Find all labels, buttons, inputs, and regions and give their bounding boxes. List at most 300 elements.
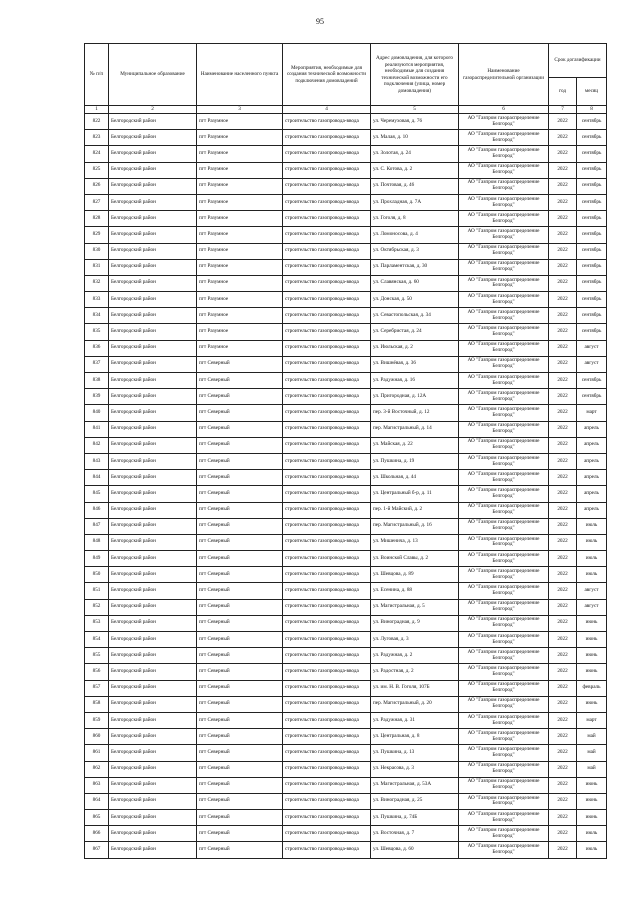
address-cell: ул. Пригородная, д. 12А bbox=[371, 389, 459, 405]
month-cell: июнь bbox=[577, 632, 607, 648]
address-cell: пер. Магистральный, д. 16 bbox=[371, 518, 459, 534]
table-row bbox=[85, 518, 607, 534]
municipality-cell: Белгородский район bbox=[109, 227, 197, 243]
municipality-cell: Белгородский район bbox=[109, 615, 197, 631]
month-cell: май bbox=[577, 729, 607, 745]
row-number-cell: 831 bbox=[85, 259, 109, 275]
table-row bbox=[85, 437, 607, 453]
organization-cell: АО "Газпром газораспределение Белгород" bbox=[459, 405, 549, 421]
row-number-cell: 838 bbox=[85, 373, 109, 389]
municipality-cell: Белгородский район bbox=[109, 470, 197, 486]
municipality-cell: Белгородский район bbox=[109, 259, 197, 275]
row-number-cell: 834 bbox=[85, 308, 109, 324]
month-cell: сентябрь bbox=[577, 389, 607, 405]
settlement-cell: пгт Разумное bbox=[197, 275, 283, 291]
address-cell: ул. Виноградная, д. 9 bbox=[371, 615, 459, 631]
month-cell: июнь bbox=[577, 777, 607, 793]
municipality-cell: Белгородский район bbox=[109, 793, 197, 809]
header-year: год bbox=[549, 78, 577, 106]
header-activity: Мероприятия, необходимые для создания технической возможности подключения домовладений bbox=[283, 44, 371, 106]
municipality-cell: Белгородский район bbox=[109, 761, 197, 777]
address-cell: ул. Радостная, д. 2 bbox=[371, 664, 459, 680]
settlement-cell: пгт Северный bbox=[197, 534, 283, 550]
organization-cell: АО "Газпром газораспределение Белгород" bbox=[459, 486, 549, 502]
row-number-cell: 846 bbox=[85, 502, 109, 518]
row-number-cell: 836 bbox=[85, 340, 109, 356]
row-number-cell: 826 bbox=[85, 178, 109, 194]
month-cell: сентябрь bbox=[577, 194, 607, 210]
settlement-cell: пгт Разумное bbox=[197, 162, 283, 178]
municipality-cell: Белгородский район bbox=[109, 356, 197, 372]
table-row bbox=[85, 583, 607, 599]
activity-cell: строительство газопровода-ввода bbox=[283, 421, 371, 437]
year-cell: 2022 bbox=[549, 502, 577, 518]
activity-cell: строительство газопровода-ввода bbox=[283, 114, 371, 130]
month-cell: сентябрь bbox=[577, 292, 607, 308]
table-row bbox=[85, 405, 607, 421]
header-num: № п/п bbox=[85, 44, 109, 106]
municipality-cell: Белгородский район bbox=[109, 696, 197, 712]
municipality-cell: Белгородский район bbox=[109, 810, 197, 826]
table-row bbox=[85, 146, 607, 162]
municipality-cell: Белгородский район bbox=[109, 437, 197, 453]
municipality-cell: Белгородский район bbox=[109, 114, 197, 130]
address-cell: пер. Магистральный, д. 20 bbox=[371, 696, 459, 712]
settlement-cell: пгт Разумное bbox=[197, 211, 283, 227]
year-cell: 2022 bbox=[549, 243, 577, 259]
year-cell: 2022 bbox=[549, 664, 577, 680]
column-number: 3 bbox=[197, 106, 283, 114]
organization-cell: АО "Газпром газораспределение Белгород" bbox=[459, 712, 549, 728]
activity-cell: строительство газопровода-ввода bbox=[283, 729, 371, 745]
row-number-cell: 855 bbox=[85, 648, 109, 664]
year-cell: 2022 bbox=[549, 777, 577, 793]
settlement-cell: пгт Северный bbox=[197, 810, 283, 826]
address-cell: ул. Донская, д. 50 bbox=[371, 292, 459, 308]
address-cell: пер. 1-й Майский, д. 2 bbox=[371, 502, 459, 518]
municipality-cell: Белгородский район bbox=[109, 146, 197, 162]
month-cell: сентябрь bbox=[577, 146, 607, 162]
settlement-cell: пгт Северный bbox=[197, 826, 283, 842]
month-cell: сентябрь bbox=[577, 114, 607, 130]
organization-cell: АО "Газпром газораспределение Белгород" bbox=[459, 810, 549, 826]
table-row bbox=[85, 227, 607, 243]
activity-cell: строительство газопровода-ввода bbox=[283, 712, 371, 728]
settlement-cell: пгт Северный bbox=[197, 745, 283, 761]
year-cell: 2022 bbox=[549, 567, 577, 583]
municipality-cell: Белгородский район bbox=[109, 842, 197, 858]
settlement-cell: пгт Разумное bbox=[197, 340, 283, 356]
municipality-cell: Белгородский район bbox=[109, 486, 197, 502]
settlement-cell: пгт Северный bbox=[197, 696, 283, 712]
municipality-cell: Белгородский район bbox=[109, 502, 197, 518]
organization-cell: АО "Газпром газораспределение Белгород" bbox=[459, 292, 549, 308]
organization-cell: АО "Газпром газораспределение Белгород" bbox=[459, 437, 549, 453]
year-cell: 2022 bbox=[549, 178, 577, 194]
month-cell: июль bbox=[577, 534, 607, 550]
month-cell: июнь bbox=[577, 696, 607, 712]
month-cell: июль bbox=[577, 842, 607, 858]
municipality-cell: Белгородский район bbox=[109, 777, 197, 793]
table-row bbox=[85, 648, 607, 664]
activity-cell: строительство газопровода-ввода bbox=[283, 745, 371, 761]
year-cell: 2022 bbox=[549, 194, 577, 210]
organization-cell: АО "Газпром газораспределение Белгород" bbox=[459, 243, 549, 259]
settlement-cell: пгт Северный bbox=[197, 389, 283, 405]
address-cell: ул. Славянская, д. 60 bbox=[371, 275, 459, 291]
month-cell: июнь bbox=[577, 648, 607, 664]
activity-cell: строительство газопровода-ввода bbox=[283, 810, 371, 826]
year-cell: 2022 bbox=[549, 211, 577, 227]
row-number-cell: 864 bbox=[85, 793, 109, 809]
row-number-cell: 835 bbox=[85, 324, 109, 340]
table-row bbox=[85, 178, 607, 194]
activity-cell: строительство газопровода-ввода bbox=[283, 340, 371, 356]
settlement-cell: пгт Северный bbox=[197, 502, 283, 518]
month-cell: август bbox=[577, 583, 607, 599]
month-cell: апрель bbox=[577, 453, 607, 469]
activity-cell: строительство газопровода-ввода bbox=[283, 534, 371, 550]
settlement-cell: пгт Разумное bbox=[197, 324, 283, 340]
activity-cell: строительство газопровода-ввода bbox=[283, 486, 371, 502]
municipality-cell: Белгородский район bbox=[109, 826, 197, 842]
settlement-cell: пгт Северный bbox=[197, 470, 283, 486]
header-settlement: Наименование населенного пункта bbox=[197, 44, 283, 106]
settlement-cell: пгт Северный bbox=[197, 437, 283, 453]
settlement-cell: пгт Разумное bbox=[197, 227, 283, 243]
organization-cell: АО "Газпром газораспределение Белгород" bbox=[459, 308, 549, 324]
organization-cell: АО "Газпром газораспределение Белгород" bbox=[459, 324, 549, 340]
settlement-cell: пгт Разумное bbox=[197, 292, 283, 308]
table-row bbox=[85, 275, 607, 291]
municipality-cell: Белгородский район bbox=[109, 373, 197, 389]
row-number-cell: 853 bbox=[85, 615, 109, 631]
activity-cell: строительство газопровода-ввода bbox=[283, 259, 371, 275]
activity-cell: строительство газопровода-ввода bbox=[283, 437, 371, 453]
municipality-cell: Белгородский район bbox=[109, 178, 197, 194]
year-cell: 2022 bbox=[549, 227, 577, 243]
row-number-cell: 840 bbox=[85, 405, 109, 421]
organization-cell: АО "Газпром газораспределение Белгород" bbox=[459, 842, 549, 858]
year-cell: 2022 bbox=[549, 114, 577, 130]
activity-cell: строительство газопровода-ввода bbox=[283, 502, 371, 518]
settlement-cell: пгт Северный bbox=[197, 486, 283, 502]
year-cell: 2022 bbox=[549, 421, 577, 437]
table-row bbox=[85, 534, 607, 550]
municipality-cell: Белгородский район bbox=[109, 292, 197, 308]
table-row bbox=[85, 712, 607, 728]
settlement-cell: пгт Северный bbox=[197, 712, 283, 728]
organization-cell: АО "Газпром газораспределение Белгород" bbox=[459, 761, 549, 777]
organization-cell: АО "Газпром газораспределение Белгород" bbox=[459, 275, 549, 291]
municipality-cell: Белгородский район bbox=[109, 599, 197, 615]
organization-cell: АО "Газпром газораспределение Белгород" bbox=[459, 599, 549, 615]
settlement-cell: пгт Разумное bbox=[197, 243, 283, 259]
activity-cell: строительство газопровода-ввода bbox=[283, 373, 371, 389]
row-number-cell: 861 bbox=[85, 745, 109, 761]
year-cell: 2022 bbox=[549, 308, 577, 324]
settlement-cell: пгт Северный bbox=[197, 664, 283, 680]
municipality-cell: Белгородский район bbox=[109, 567, 197, 583]
month-cell: апрель bbox=[577, 421, 607, 437]
month-cell: апрель bbox=[577, 502, 607, 518]
month-cell: март bbox=[577, 405, 607, 421]
municipality-cell: Белгородский район bbox=[109, 421, 197, 437]
column-number: 4 bbox=[283, 106, 371, 114]
address-cell: ул. Пушкина, д. 74Б bbox=[371, 810, 459, 826]
month-cell: сентябрь bbox=[577, 211, 607, 227]
row-number-cell: 833 bbox=[85, 292, 109, 308]
row-number-cell: 851 bbox=[85, 583, 109, 599]
month-cell: апрель bbox=[577, 486, 607, 502]
row-number-cell: 858 bbox=[85, 696, 109, 712]
address-cell: ул. Октябрьская, д. 3 bbox=[371, 243, 459, 259]
settlement-cell: пгт Северный bbox=[197, 518, 283, 534]
table-row bbox=[85, 340, 607, 356]
table-row bbox=[85, 777, 607, 793]
table-row bbox=[85, 842, 607, 858]
year-cell: 2022 bbox=[549, 389, 577, 405]
year-cell: 2022 bbox=[549, 130, 577, 146]
settlement-cell: пгт Северный bbox=[197, 615, 283, 631]
row-number-cell: 865 bbox=[85, 810, 109, 826]
activity-cell: строительство газопровода-ввода bbox=[283, 583, 371, 599]
address-cell: ул. Пушкина, д. 19 bbox=[371, 453, 459, 469]
year-cell: 2022 bbox=[549, 583, 577, 599]
address-cell: ул. Шевцова, д. 89 bbox=[371, 567, 459, 583]
header-municipality: Муниципальное образование bbox=[109, 44, 197, 106]
activity-cell: строительство газопровода-ввода bbox=[283, 664, 371, 680]
column-number: 8 bbox=[577, 106, 607, 114]
month-cell: июнь bbox=[577, 664, 607, 680]
municipality-cell: Белгородский район bbox=[109, 194, 197, 210]
organization-cell: АО "Газпром газораспределение Белгород" bbox=[459, 632, 549, 648]
year-cell: 2022 bbox=[549, 275, 577, 291]
organization-cell: АО "Газпром газораспределение Белгород" bbox=[459, 114, 549, 130]
organization-cell: АО "Газпром газораспределение Белгород" bbox=[459, 583, 549, 599]
organization-cell: АО "Газпром газораспределение Белгород" bbox=[459, 356, 549, 372]
table-row bbox=[85, 551, 607, 567]
activity-cell: строительство газопровода-ввода bbox=[283, 632, 371, 648]
activity-cell: строительство газопровода-ввода bbox=[283, 146, 371, 162]
activity-cell: строительство газопровода-ввода bbox=[283, 567, 371, 583]
activity-cell: строительство газопровода-ввода bbox=[283, 227, 371, 243]
organization-cell: АО "Газпром газораспределение Белгород" bbox=[459, 664, 549, 680]
row-number-cell: 827 bbox=[85, 194, 109, 210]
address-cell: ул. Есенина, д. 88 bbox=[371, 583, 459, 599]
settlement-cell: пгт Северный bbox=[197, 793, 283, 809]
year-cell: 2022 bbox=[549, 551, 577, 567]
year-cell: 2022 bbox=[549, 373, 577, 389]
row-number-cell: 839 bbox=[85, 389, 109, 405]
organization-cell: АО "Газпром газораспределение Белгород" bbox=[459, 389, 549, 405]
month-cell: сентябрь bbox=[577, 227, 607, 243]
month-cell: июль bbox=[577, 518, 607, 534]
organization-cell: АО "Газпром газораспределение Белгород" bbox=[459, 534, 549, 550]
activity-cell: строительство газопровода-ввода bbox=[283, 275, 371, 291]
organization-cell: АО "Газпром газораспределение Белгород" bbox=[459, 729, 549, 745]
address-cell: ул. Почтовая, д. 46 bbox=[371, 178, 459, 194]
activity-cell: строительство газопровода-ввода bbox=[283, 761, 371, 777]
municipality-cell: Белгородский район bbox=[109, 664, 197, 680]
table-row bbox=[85, 389, 607, 405]
table-row bbox=[85, 502, 607, 518]
address-cell: ул. Малая, д. 10 bbox=[371, 130, 459, 146]
settlement-cell: пгт Северный bbox=[197, 599, 283, 615]
municipality-cell: Белгородский район bbox=[109, 389, 197, 405]
row-number-cell: 863 bbox=[85, 777, 109, 793]
activity-cell: строительство газопровода-ввода bbox=[283, 405, 371, 421]
organization-cell: АО "Газпром газораспределение Белгород" bbox=[459, 178, 549, 194]
address-cell: ул. Вишнёвая, д. 36 bbox=[371, 356, 459, 372]
address-cell: пер. Магистральный, д. 14 bbox=[371, 421, 459, 437]
table-row bbox=[85, 292, 607, 308]
year-cell: 2022 bbox=[549, 615, 577, 631]
organization-cell: АО "Газпром газораспределение Белгород" bbox=[459, 777, 549, 793]
row-number-cell: 854 bbox=[85, 632, 109, 648]
row-number-cell: 866 bbox=[85, 826, 109, 842]
municipality-cell: Белгородский район bbox=[109, 405, 197, 421]
table-row bbox=[85, 194, 607, 210]
activity-cell: строительство газопровода-ввода bbox=[283, 777, 371, 793]
year-cell: 2022 bbox=[549, 292, 577, 308]
table-row bbox=[85, 599, 607, 615]
year-cell: 2022 bbox=[549, 486, 577, 502]
organization-cell: АО "Газпром газораспределение Белгород" bbox=[459, 211, 549, 227]
address-cell: ул. Виноградная, д. 25 bbox=[371, 793, 459, 809]
settlement-cell: пгт Северный bbox=[197, 356, 283, 372]
address-cell: ул. Ломоносова, д. 4 bbox=[371, 227, 459, 243]
municipality-cell: Белгородский район bbox=[109, 712, 197, 728]
month-cell: сентябрь bbox=[577, 324, 607, 340]
year-cell: 2022 bbox=[549, 810, 577, 826]
row-number-cell: 860 bbox=[85, 729, 109, 745]
year-cell: 2022 bbox=[549, 729, 577, 745]
year-cell: 2022 bbox=[549, 356, 577, 372]
row-number-cell: 844 bbox=[85, 470, 109, 486]
table-row bbox=[85, 356, 607, 372]
activity-cell: строительство газопровода-ввода bbox=[283, 599, 371, 615]
row-number-cell: 862 bbox=[85, 761, 109, 777]
month-cell: сентябрь bbox=[577, 259, 607, 275]
table-row bbox=[85, 664, 607, 680]
year-cell: 2022 bbox=[549, 437, 577, 453]
table-row bbox=[85, 729, 607, 745]
activity-cell: строительство газопровода-ввода bbox=[283, 130, 371, 146]
column-number: 5 bbox=[371, 106, 459, 114]
settlement-cell: пгт Разумное bbox=[197, 114, 283, 130]
settlement-cell: пгт Северный bbox=[197, 405, 283, 421]
settlement-cell: пгт Северный bbox=[197, 583, 283, 599]
row-number-cell: 849 bbox=[85, 551, 109, 567]
table-row bbox=[85, 421, 607, 437]
month-cell: сентябрь bbox=[577, 308, 607, 324]
organization-cell: АО "Газпром газораспределение Белгород" bbox=[459, 793, 549, 809]
row-number-cell: 830 bbox=[85, 243, 109, 259]
month-cell: июнь bbox=[577, 793, 607, 809]
year-cell: 2022 bbox=[549, 340, 577, 356]
row-number-cell: 832 bbox=[85, 275, 109, 291]
row-number-cell: 822 bbox=[85, 114, 109, 130]
row-number-cell: 825 bbox=[85, 162, 109, 178]
address-cell: ул. Радужная, д. 31 bbox=[371, 712, 459, 728]
month-cell: сентябрь bbox=[577, 373, 607, 389]
table-row bbox=[85, 810, 607, 826]
column-number: 2 bbox=[109, 106, 197, 114]
municipality-cell: Белгородский район bbox=[109, 162, 197, 178]
municipality-cell: Белгородский район bbox=[109, 130, 197, 146]
row-number-cell: 828 bbox=[85, 211, 109, 227]
row-number-cell: 843 bbox=[85, 453, 109, 469]
table-row bbox=[85, 130, 607, 146]
year-cell: 2022 bbox=[549, 534, 577, 550]
activity-cell: строительство газопровода-ввода bbox=[283, 696, 371, 712]
organization-cell: АО "Газпром газораспределение Белгород" bbox=[459, 421, 549, 437]
year-cell: 2022 bbox=[549, 470, 577, 486]
municipality-cell: Белгородский район bbox=[109, 453, 197, 469]
organization-cell: АО "Газпром газораспределение Белгород" bbox=[459, 194, 549, 210]
table-row bbox=[85, 567, 607, 583]
year-cell: 2022 bbox=[549, 259, 577, 275]
month-cell: сентябрь bbox=[577, 130, 607, 146]
month-cell: сентябрь bbox=[577, 162, 607, 178]
gasification-table bbox=[84, 43, 607, 859]
settlement-cell: пгт Северный bbox=[197, 777, 283, 793]
organization-cell: АО "Газпром газораспределение Белгород" bbox=[459, 162, 549, 178]
year-cell: 2022 bbox=[549, 761, 577, 777]
year-cell: 2022 bbox=[549, 826, 577, 842]
address-cell: ул. Майская, д. 22 bbox=[371, 437, 459, 453]
month-cell: июнь bbox=[577, 615, 607, 631]
activity-cell: строительство газопровода-ввода bbox=[283, 243, 371, 259]
address-cell: пер. 3-й Восточный, д. 12 bbox=[371, 405, 459, 421]
year-cell: 2022 bbox=[549, 712, 577, 728]
month-cell: июль bbox=[577, 826, 607, 842]
settlement-cell: пгт Северный bbox=[197, 421, 283, 437]
table-row bbox=[85, 615, 607, 631]
address-cell: ул. Пушкина, д. 13 bbox=[371, 745, 459, 761]
activity-cell: строительство газопровода-ввода bbox=[283, 194, 371, 210]
settlement-cell: пгт Северный bbox=[197, 453, 283, 469]
month-cell: июль bbox=[577, 551, 607, 567]
address-cell: ул. С. Котова, д. 2 bbox=[371, 162, 459, 178]
activity-cell: строительство газопровода-ввода bbox=[283, 551, 371, 567]
activity-cell: строительство газопровода-ввода bbox=[283, 162, 371, 178]
organization-cell: АО "Газпром газораспределение Белгород" bbox=[459, 373, 549, 389]
table-row bbox=[85, 324, 607, 340]
row-number-cell: 857 bbox=[85, 680, 109, 696]
address-cell: ул. Золотая, д. 24 bbox=[371, 146, 459, 162]
organization-cell: АО "Газпром газораспределение Белгород" bbox=[459, 648, 549, 664]
activity-cell: строительство газопровода-ввода bbox=[283, 308, 371, 324]
header-address: Адрес домовладения, для которого реализуются мероприятия, необходимые для создания технической возможности его подключения (улица, номер домовладения) bbox=[371, 44, 459, 106]
address-cell: ул. Черемуховая, д. 76 bbox=[371, 114, 459, 130]
organization-cell: АО "Газпром газораспределение Белгород" bbox=[459, 453, 549, 469]
year-cell: 2022 bbox=[549, 648, 577, 664]
organization-cell: АО "Газпром газораспределение Белгород" bbox=[459, 615, 549, 631]
page-number: 95 bbox=[316, 17, 324, 26]
table-row bbox=[85, 680, 607, 696]
municipality-cell: Белгородский район bbox=[109, 648, 197, 664]
row-number-cell: 824 bbox=[85, 146, 109, 162]
row-number-cell: 848 bbox=[85, 534, 109, 550]
municipality-cell: Белгородский район bbox=[109, 243, 197, 259]
organization-cell: АО "Газпром газораспределение Белгород" bbox=[459, 696, 549, 712]
month-cell: апрель bbox=[577, 470, 607, 486]
address-cell: ул. Серебристая, д. 24 bbox=[371, 324, 459, 340]
address-cell: ул. Луговая, д. 3 bbox=[371, 632, 459, 648]
row-number-cell: 845 bbox=[85, 486, 109, 502]
